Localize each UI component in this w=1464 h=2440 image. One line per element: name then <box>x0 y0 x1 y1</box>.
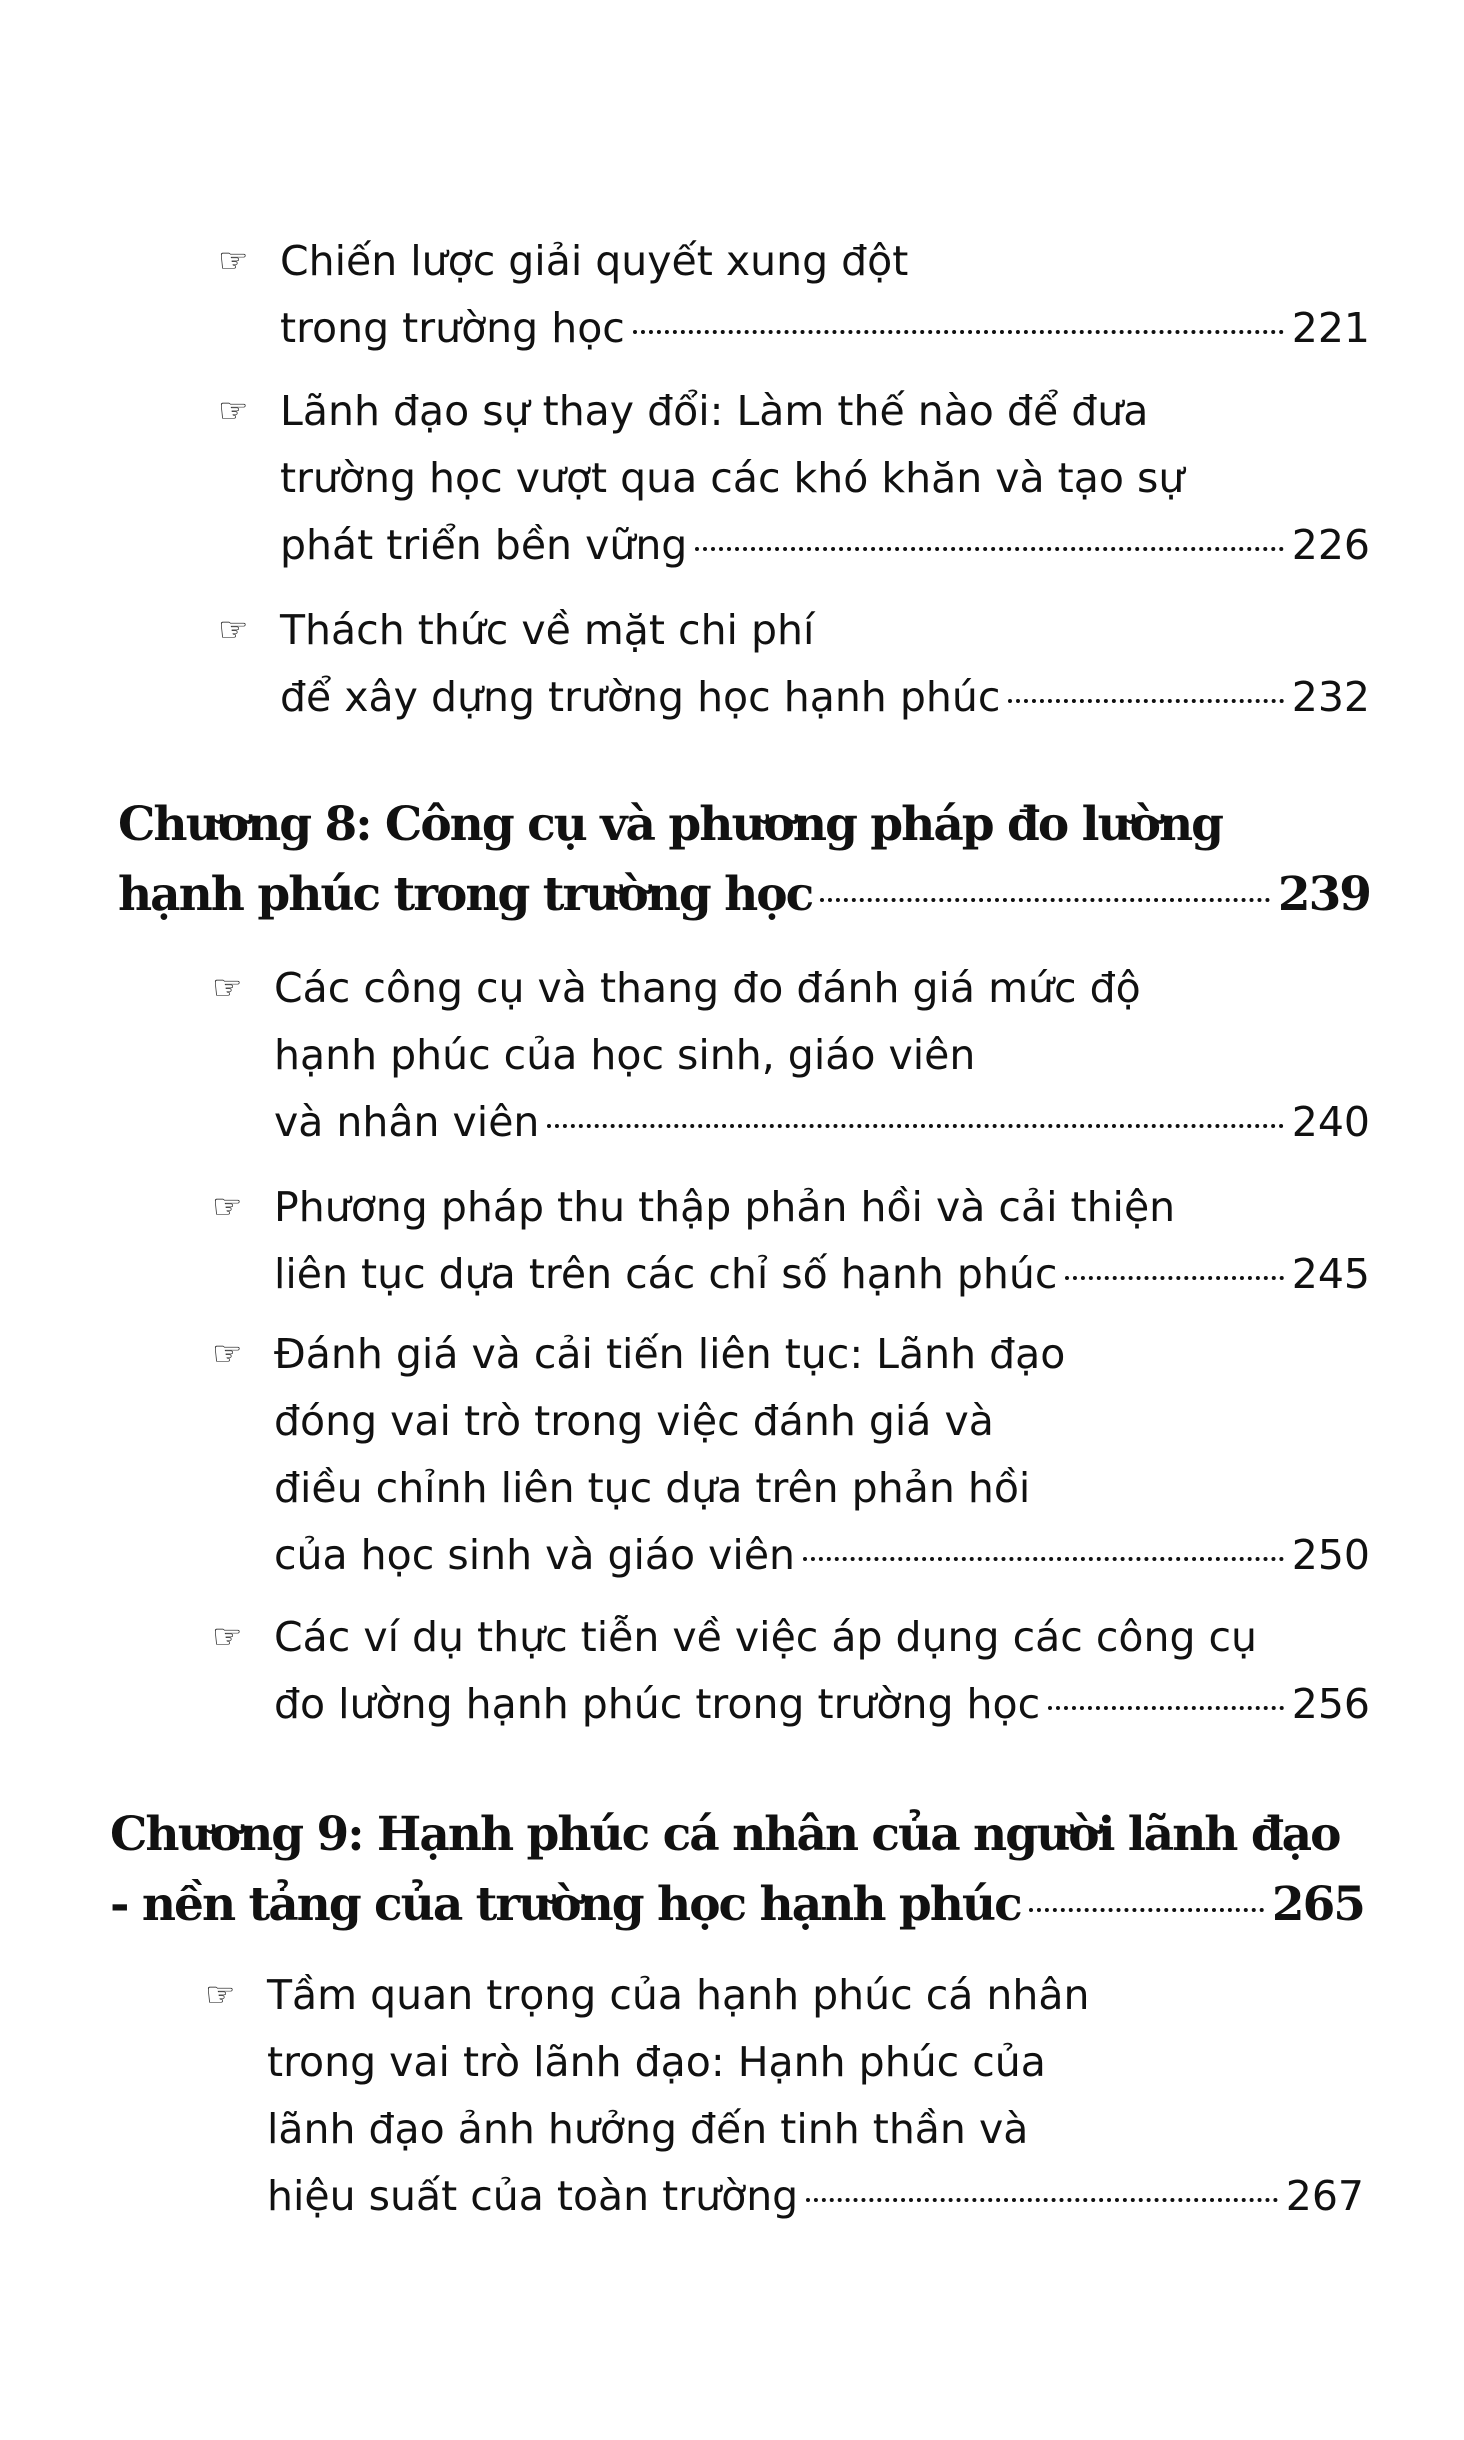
entry-text: phát triển bền vững <box>280 521 688 569</box>
entry-text: Chiến lược giải quyết xung đột <box>280 237 909 285</box>
chapter-9-heading <box>110 1800 1364 1940</box>
pointing-hand-icon: ☞ <box>212 1334 243 1374</box>
entry-text: trong trường học <box>280 304 625 352</box>
page-number: 256 <box>1291 1680 1370 1728</box>
page-number: 226 <box>1291 521 1370 569</box>
entry-text: liên tục dựa trên các chỉ số hạnh phúc <box>274 1250 1058 1298</box>
chapter-title: Chương 8: Công cụ và phương pháp đo lường <box>118 797 1222 852</box>
toc-entry <box>218 228 1370 362</box>
entry-text: Các ví dụ thực tiễn về việc áp dụng các công cụ <box>274 1613 1258 1661</box>
chapter-8-heading <box>118 790 1370 930</box>
pointing-hand-icon: ☞ <box>218 391 249 431</box>
toc-entry <box>205 1962 1364 2230</box>
dot-leader <box>1008 699 1283 703</box>
chapter-title: - nền tảng của trường học hạnh phúc <box>110 1877 1021 1932</box>
entry-text: lãnh đạo ảnh hưởng đến tinh thần và <box>267 2105 1029 2153</box>
pointing-hand-icon: ☞ <box>205 1975 236 2015</box>
entry-text: Thách thức về mặt chi phí <box>280 606 815 654</box>
dot-leader <box>633 330 1284 334</box>
dot-leader <box>1065 1276 1283 1280</box>
chapter-title: Chương 9: Hạnh phúc cá nhân của người lãnh đạo <box>110 1807 1340 1862</box>
pointing-hand-icon: ☞ <box>212 1187 243 1227</box>
pointing-hand-icon: ☞ <box>218 241 249 281</box>
entry-text: Đánh giá và cải tiến liên tục: Lãnh đạo <box>274 1330 1066 1378</box>
page-number: 250 <box>1291 1531 1370 1579</box>
entry-text: của học sinh và giáo viên <box>274 1531 796 1579</box>
pointing-hand-icon: ☞ <box>212 1617 243 1657</box>
page-number: 240 <box>1291 1098 1370 1146</box>
toc-entry <box>218 597 1370 731</box>
toc-entry <box>218 378 1370 579</box>
pointing-hand-icon: ☞ <box>218 610 249 650</box>
entry-text: Các công cụ và thang đo đánh giá mức độ <box>274 964 1141 1012</box>
entry-text: Phương pháp thu thập phản hồi và cải thiện <box>274 1183 1176 1231</box>
chapter-title: hạnh phúc trong trường học <box>118 867 813 922</box>
entry-text: và nhân viên <box>274 1098 540 1146</box>
entry-text: trường học vượt qua các khó khăn và tạo sự <box>280 454 1185 502</box>
page-number: 245 <box>1291 1250 1370 1298</box>
page-number: 221 <box>1291 304 1370 352</box>
toc-entry <box>212 955 1370 1156</box>
entry-text: điều chỉnh liên tục dựa trên phản hồi <box>274 1464 1031 1512</box>
page-number: 267 <box>1285 2172 1364 2220</box>
entry-text: đo lường hạnh phúc trong trường học <box>274 1680 1041 1728</box>
entry-text: hạnh phúc của học sinh, giáo viên <box>274 1031 976 1079</box>
dot-leader <box>1048 1706 1284 1710</box>
dot-leader <box>547 1124 1283 1128</box>
entry-text: để xây dựng trường học hạnh phúc <box>280 673 1001 721</box>
dot-leader <box>1029 1908 1264 1912</box>
page-number: 232 <box>1291 673 1370 721</box>
dot-leader <box>695 547 1283 551</box>
toc-entry <box>212 1321 1370 1589</box>
entry-text: Tầm quan trọng của hạnh phúc cá nhân <box>267 1971 1090 2019</box>
toc-entry <box>212 1604 1370 1738</box>
entry-text: hiệu suất của toàn trường <box>267 2172 799 2220</box>
page-number: 265 <box>1271 1877 1364 1932</box>
dot-leader <box>806 2198 1278 2202</box>
dot-leader <box>820 898 1270 902</box>
dot-leader <box>803 1557 1284 1561</box>
entry-text: trong vai trò lãnh đạo: Hạnh phúc của <box>267 2038 1046 2086</box>
pointing-hand-icon: ☞ <box>212 968 243 1008</box>
page-number: 239 <box>1277 867 1370 922</box>
entry-text: đóng vai trò trong việc đánh giá và <box>274 1397 994 1445</box>
toc-entry <box>212 1174 1370 1308</box>
entry-text: Lãnh đạo sự thay đổi: Làm thế nào để đưa <box>280 387 1149 435</box>
